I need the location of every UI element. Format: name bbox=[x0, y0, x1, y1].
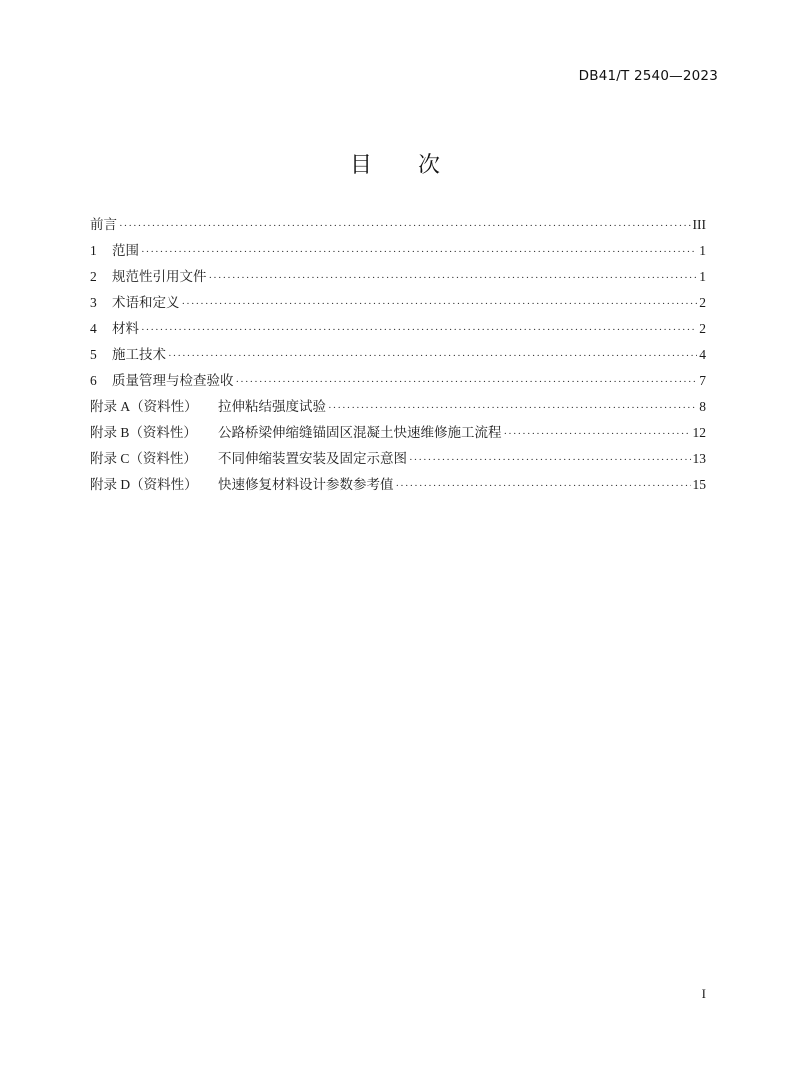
toc-entry-5[interactable] bbox=[90, 342, 706, 368]
leader-dots bbox=[396, 473, 691, 499]
appendix-prefix: 附录 D（资料性） bbox=[90, 477, 198, 492]
toc-entry-appendix-a[interactable] bbox=[90, 394, 706, 420]
toc-entry-appendix-d[interactable] bbox=[90, 472, 706, 498]
toc-label: 不同伸缩装置安装及固定示意图 bbox=[218, 451, 407, 466]
toc-page: 2 bbox=[699, 321, 706, 336]
toc-entry-6[interactable] bbox=[90, 368, 706, 394]
toc-label: 术语和定义 bbox=[112, 295, 180, 310]
toc-label: 范围 bbox=[112, 243, 139, 258]
toc-page: 12 bbox=[692, 425, 706, 440]
toc-page: 4 bbox=[699, 347, 706, 362]
toc-number: 2 bbox=[90, 269, 97, 284]
toc-page: 8 bbox=[699, 399, 706, 414]
leader-dots bbox=[409, 447, 691, 473]
toc-label: 施工技术 bbox=[112, 347, 166, 362]
leader-dots bbox=[209, 265, 698, 291]
toc-entry-appendix-c[interactable] bbox=[90, 446, 706, 472]
toc-label: 规范性引用文件 bbox=[112, 269, 207, 284]
leader-dots bbox=[141, 317, 697, 343]
toc-page: 13 bbox=[692, 451, 706, 466]
toc-page: 1 bbox=[699, 269, 706, 284]
page-number: I bbox=[701, 986, 706, 1001]
table-of-contents bbox=[90, 212, 706, 498]
toc-entry-4[interactable] bbox=[90, 316, 706, 342]
toc-label: 前言 bbox=[90, 217, 117, 232]
toc-number: 1 bbox=[90, 243, 97, 258]
toc-entry-1[interactable] bbox=[90, 238, 706, 264]
toc-page: 1 bbox=[699, 243, 706, 258]
toc-number: 4 bbox=[90, 321, 97, 336]
toc-label: 材料 bbox=[112, 321, 139, 336]
toc-label: 质量管理与检查验收 bbox=[112, 373, 234, 388]
title-char-2: 次 bbox=[418, 153, 441, 178]
toc-label: 公路桥梁伸缩缝锚固区混凝土快速维修施工流程 bbox=[218, 425, 502, 440]
toc-number: 5 bbox=[90, 347, 97, 362]
toc-entry-foreword[interactable] bbox=[90, 212, 706, 238]
page-title bbox=[0, 148, 790, 179]
leader-dots bbox=[182, 291, 698, 317]
toc-number: 3 bbox=[90, 295, 97, 310]
leader-dots bbox=[236, 369, 698, 395]
toc-entry-3[interactable] bbox=[90, 290, 706, 316]
leader-dots bbox=[504, 421, 691, 447]
toc-page: 15 bbox=[692, 477, 706, 492]
toc-label: 拉伸粘结强度试验 bbox=[218, 399, 326, 414]
document-code: DB41/T 2540—2023 bbox=[578, 68, 718, 84]
leader-dots bbox=[328, 395, 697, 421]
toc-label: 快速修复材料设计参数参考值 bbox=[218, 477, 394, 492]
appendix-prefix: 附录 C（资料性） bbox=[90, 451, 197, 466]
leader-dots bbox=[168, 343, 697, 369]
leader-dots bbox=[119, 213, 691, 239]
toc-entry-2[interactable] bbox=[90, 264, 706, 290]
toc-page: 2 bbox=[699, 295, 706, 310]
toc-page: 7 bbox=[699, 373, 706, 388]
appendix-prefix: 附录 B（资料性） bbox=[90, 425, 197, 440]
leader-dots bbox=[141, 239, 697, 265]
toc-number: 6 bbox=[90, 373, 97, 388]
toc-page: III bbox=[692, 217, 706, 232]
appendix-prefix: 附录 A（资料性） bbox=[90, 399, 198, 414]
title-char-1: 目 bbox=[349, 153, 372, 178]
toc-entry-appendix-b[interactable] bbox=[90, 420, 706, 446]
